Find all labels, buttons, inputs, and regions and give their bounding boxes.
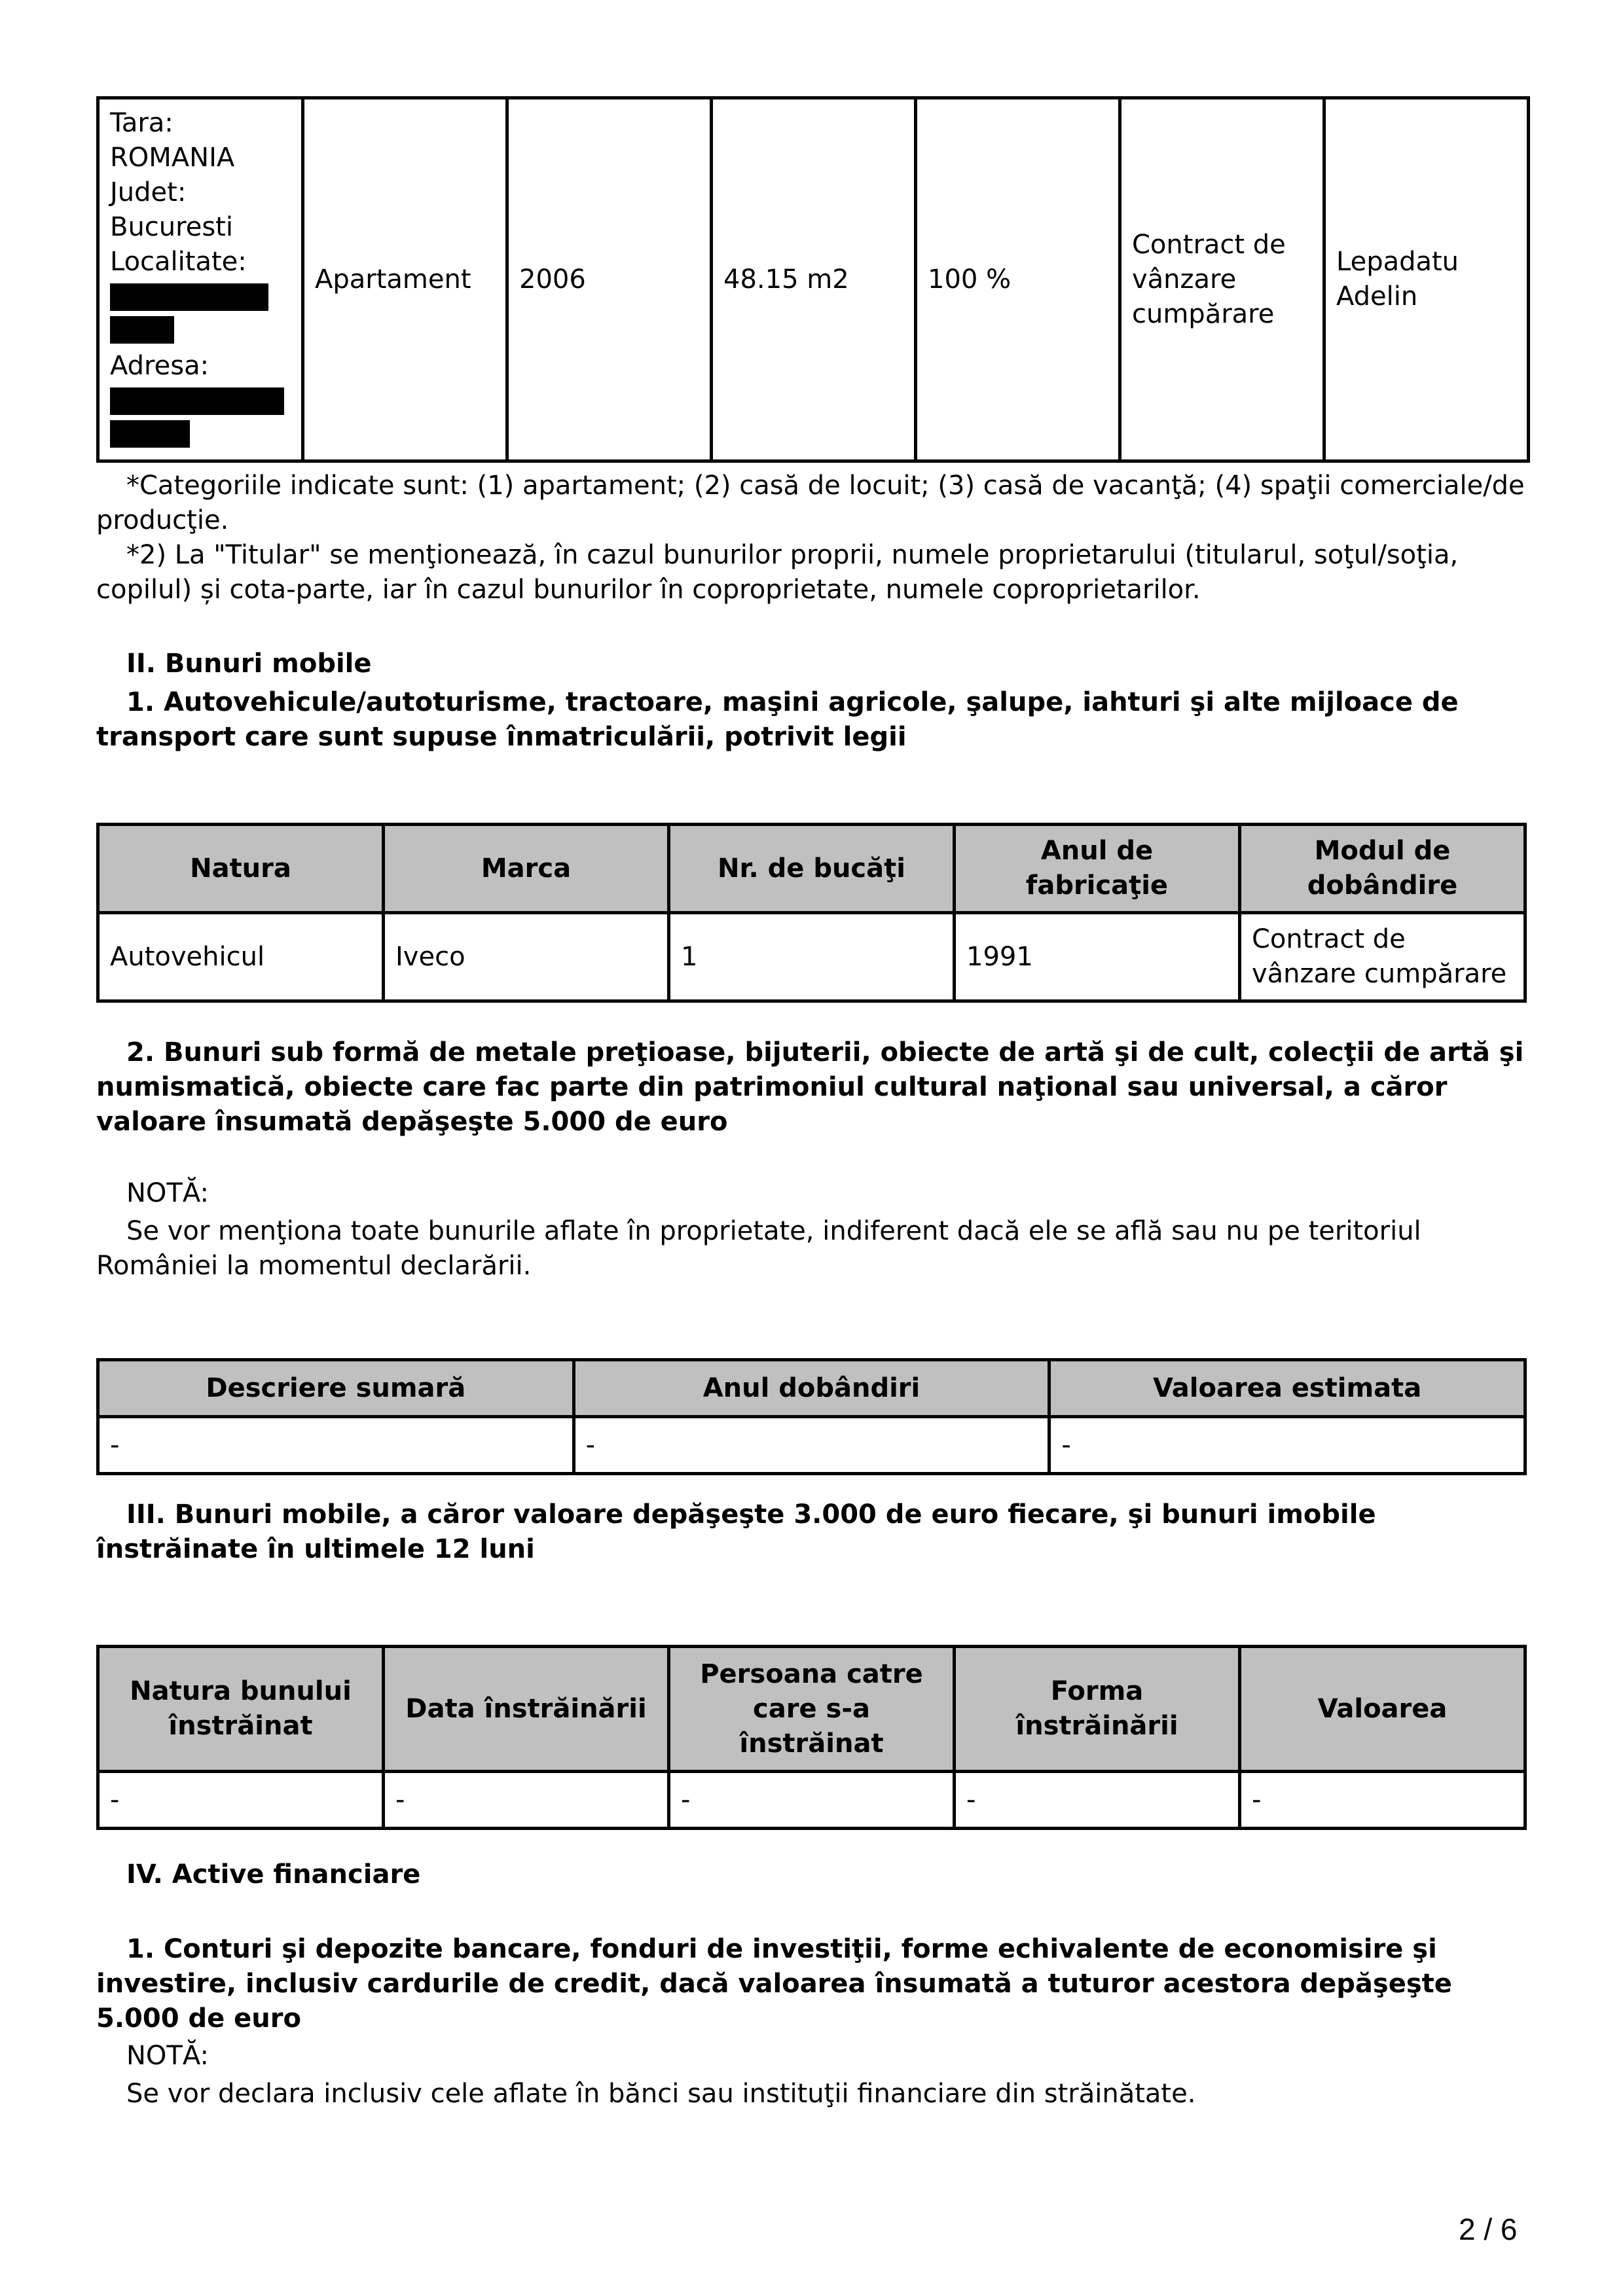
table-cell: - — [574, 1417, 1049, 1474]
redaction-bar — [110, 420, 190, 448]
modul-dobandire-cell: Contract de vânzare cumpărare — [1120, 98, 1324, 461]
table-cell: - — [98, 1772, 384, 1829]
page-number: 2 / 6 — [1459, 2212, 1518, 2246]
column-header: Modul de dobândire — [1240, 825, 1525, 913]
table-cell: Iveco — [384, 913, 669, 1001]
table-row — [98, 98, 1529, 461]
categorie-cell: Apartament — [303, 98, 507, 461]
alienated-assets-table — [96, 1645, 1527, 1830]
table-cell: - — [669, 1772, 955, 1829]
titular-cell: Lepadatu Adelin — [1324, 98, 1529, 461]
column-header: Forma înstrăinării — [955, 1647, 1240, 1772]
column-header: Natura — [98, 825, 384, 913]
table-row — [98, 1772, 1525, 1829]
adresa-label: Adresa: — [110, 351, 210, 381]
column-header: Valoarea estimata — [1049, 1360, 1525, 1417]
column-header: Valoarea — [1240, 1647, 1525, 1772]
table-cell: - — [1240, 1772, 1525, 1829]
table-header-row — [98, 825, 1525, 913]
table-cell: 1 — [669, 913, 955, 1001]
section-2-subsection-1-title: 1. Autovehicule/autoturisme, tractoare, maşini agricole, şalupe, iahturi şi alte mijloace de transport care sunt supuse înmatriculării, potrivit legii — [96, 687, 1459, 752]
localitate-label: Localitate: — [110, 247, 247, 277]
section-2-title: II. Bunuri mobile — [126, 649, 372, 679]
column-header: Marca — [384, 825, 669, 913]
table-cell: - — [955, 1772, 1240, 1829]
column-header: Persoana catre care s-a înstrăinat — [669, 1647, 955, 1772]
table-cell: - — [98, 1417, 574, 1474]
anul-dobandirii-cell: 2006 — [507, 98, 712, 461]
note-label: NOTĂ: — [126, 1178, 209, 1208]
column-header: Descriere sumară — [98, 1360, 574, 1417]
column-header: Anul dobândiri — [574, 1360, 1049, 1417]
column-header: Nr. de bucăţi — [669, 825, 955, 913]
table-cell: Autovehicul — [98, 913, 384, 1001]
judet-label: Judet: — [110, 177, 187, 207]
table-cell: - — [384, 1772, 669, 1829]
table-header-row — [98, 1360, 1525, 1417]
judet-value: Bucuresti — [110, 212, 233, 242]
section-4-subsection-1-title: 1. Conturi şi depozite bancare, fonduri de investiţii, forme echivalente de economisire şi investire, inclusiv cardurile de credit, dacă valoarea însumată a tuturor acestora depăşeşte 5.000 de euro — [96, 1934, 1452, 2034]
tara-value: ROMANIA — [110, 143, 235, 173]
table-cell: Contract de vânzare cumpărare — [1240, 913, 1525, 1001]
redaction-bar — [110, 387, 284, 415]
cota-parte-cell: 100 % — [916, 98, 1120, 461]
redaction-bar — [110, 316, 174, 344]
section-4-title: IV. Active financiare — [126, 1859, 421, 1890]
table-cell: 1991 — [955, 913, 1240, 1001]
tara-label: Tara: — [110, 108, 173, 138]
note-label: NOTĂ: — [126, 2041, 209, 2071]
footnote-titular: *2) La "Titular" se menţionează, în cazul bunurilor proprii, numele proprietarului (titularul, soţul/soţia, copilul) și cota-parte, iar în cazul bunurilor în coproprietate, numele coproprietarilor. — [96, 540, 1459, 605]
vehicles-table — [96, 823, 1527, 1003]
redaction-bar — [110, 283, 268, 311]
table-header-row — [98, 1647, 1525, 1772]
note-text: Se vor menţiona toate bunurile aflate în proprietate, indiferent dacă ele se află sau nu pe teritoriul României la momentul declarării. — [96, 1216, 1421, 1281]
section-2-subsection-2-title: 2. Bunuri sub formă de metale preţioase, bijuterii, obiecte de artă şi de cult, colecţii de artă şi numismatică, obiecte care fac parte din patrimoniul cultural naţional sau universal, a căror valoare însumată depăşeşte 5.000 de euro — [96, 1037, 1524, 1137]
table-row — [98, 913, 1525, 1001]
column-header: Data înstrăinării — [384, 1647, 669, 1772]
section-3-title: III. Bunuri mobile, a căror valoare depăşeşte 3.000 de euro fiecare, şi bunuri imobile înstrăinate în ultimele 12 luni — [96, 1499, 1376, 1564]
precious-items-table — [96, 1358, 1527, 1475]
location-cell — [98, 98, 303, 461]
table-cell: - — [1049, 1417, 1525, 1474]
column-header: Anul de fabricaţie — [955, 825, 1240, 913]
column-header: Natura bunului înstrăinat — [98, 1647, 384, 1772]
real-estate-table — [96, 96, 1530, 463]
table-row — [98, 1417, 1525, 1474]
note-text: Se vor declara inclusiv cele aflate în bănci sau instituţii financiare din străinătate. — [126, 2079, 1196, 2109]
footnote-categories: *Categoriile indicate sunt: (1) apartament; (2) casă de locuit; (3) casă de vacanţă; (4) spaţii comerciale/de producţie. — [96, 471, 1525, 535]
suprafata-cell: 48.15 m2 — [712, 98, 916, 461]
